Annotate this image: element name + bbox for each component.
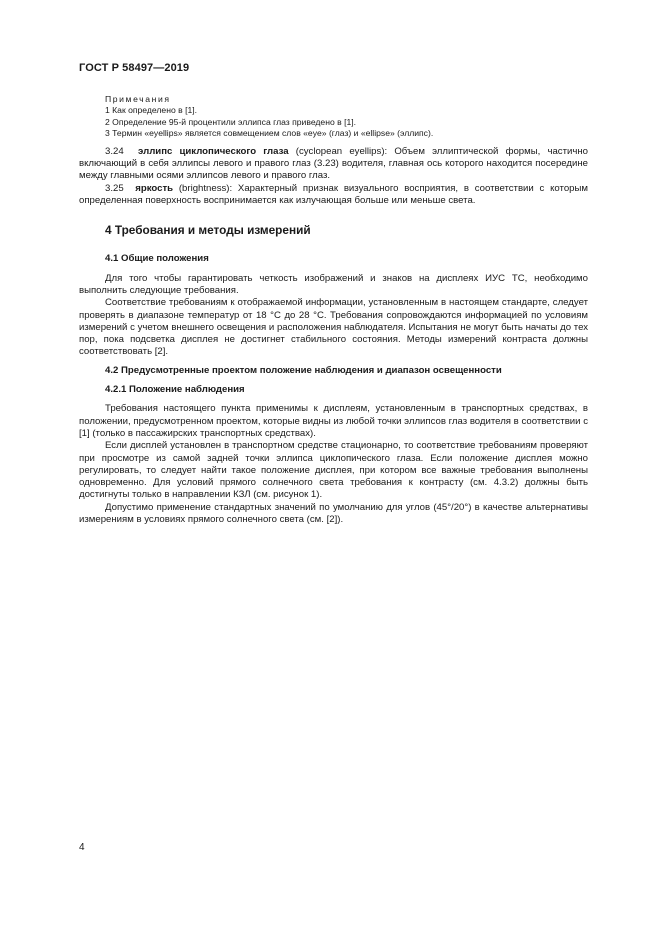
paragraph: Соответствие требованиям к отображаемой информации, установленным в настоящем стандарте, следует проверять в диапазоне температур от 18 °С до 28 °С. Требования сопровождаются информацией по условиям измерений с учетом внешнего освещения и расположения наблюдателя. Испытания не могут быть начаты до тех пор, пока подсветка дисплея не достигнет стабильного состояния. Методы измерений контраста должны соответствовать [2].: [79, 297, 588, 358]
note-item: 3 Термин «eyellips» является совмещением слов «eye» (глаз) и «ellipse» (эллипс).: [105, 128, 434, 139]
definition-number: 3.25: [105, 182, 124, 194]
section-4-heading: 4 Требования и методы измерений: [105, 223, 311, 238]
page-number: 4: [79, 842, 85, 853]
note-item: 2 Определение 95-й процентили эллипса глаз приведено в [1].: [105, 116, 357, 127]
paragraph: Допустимо применение стандартных значений по умолчанию для углов (45°/20°) в качестве альтернативы измерениям в условиях прямого солнечного света (см. [2]).: [79, 501, 588, 526]
definition-3-24: [79, 146, 588, 183]
definition-3-25: [79, 183, 588, 208]
definition-number: 3.24: [105, 145, 124, 157]
paragraph: Для того чтобы гарантировать четкость изображений и знаков на дисплеях ИУС ТС, необходимо выполнить следующие требования.: [79, 272, 588, 296]
page-content: [79, 94, 588, 526]
definition-term: эллипс циклопического глаза: [138, 145, 289, 157]
notes-block: [105, 94, 588, 140]
definition-text: (cyclopean eyellips): Объем эллиптической формы, частично включающий в себя эллипсы левого и правого глаз (3.23) водителя, главная ось которого находится посередине между главными осями эллипсов левого и правого глаз.: [79, 145, 588, 182]
section-4-2-1-heading: 4.2.1 Положение наблюдения: [105, 384, 245, 396]
paragraph: Требования настоящего пункта применимы к дисплеям, установленным в транспортных средствах, в положении, предусмотренном проектом, которые видны из любой точки эллипсов глаз водителя в соответствии с [1] (только в пассажирских транспортных средствах).: [79, 403, 588, 439]
note-item: 1 Как определено в [1].: [105, 105, 198, 116]
section-4-1-heading: 4.1 Общие положения: [105, 253, 209, 265]
definition-term: яркость: [135, 182, 174, 194]
notes-title: Примечания: [105, 94, 171, 104]
document-code-header: ГОСТ Р 58497—2019: [79, 62, 190, 74]
paragraph: Если дисплей установлен в транспортном средстве стационарно, то соответствие требованиям проверяют при просмотре из самой задней точки эллипса циклопического глаза. Если положение дисплея можно регулировать, то следует найти такое положение дисплея, при котором все важные требования выполнены одновременно. Для условий прямого солнечного света требования к контрасту (см. 4.3.2) должны быть достигнуты только в направлении КЗЛ (см. рисунок 1).: [79, 440, 588, 501]
section-4-2-heading: 4.2 Предусмотренные проектом положение наблюдения и диапазон освещенности: [105, 364, 502, 376]
definition-text: (brightness): Характерный признак визуального восприятия, в соответствии с которым определенная поверхность воспринимается как излучающая больше или меньше света.: [79, 182, 588, 206]
